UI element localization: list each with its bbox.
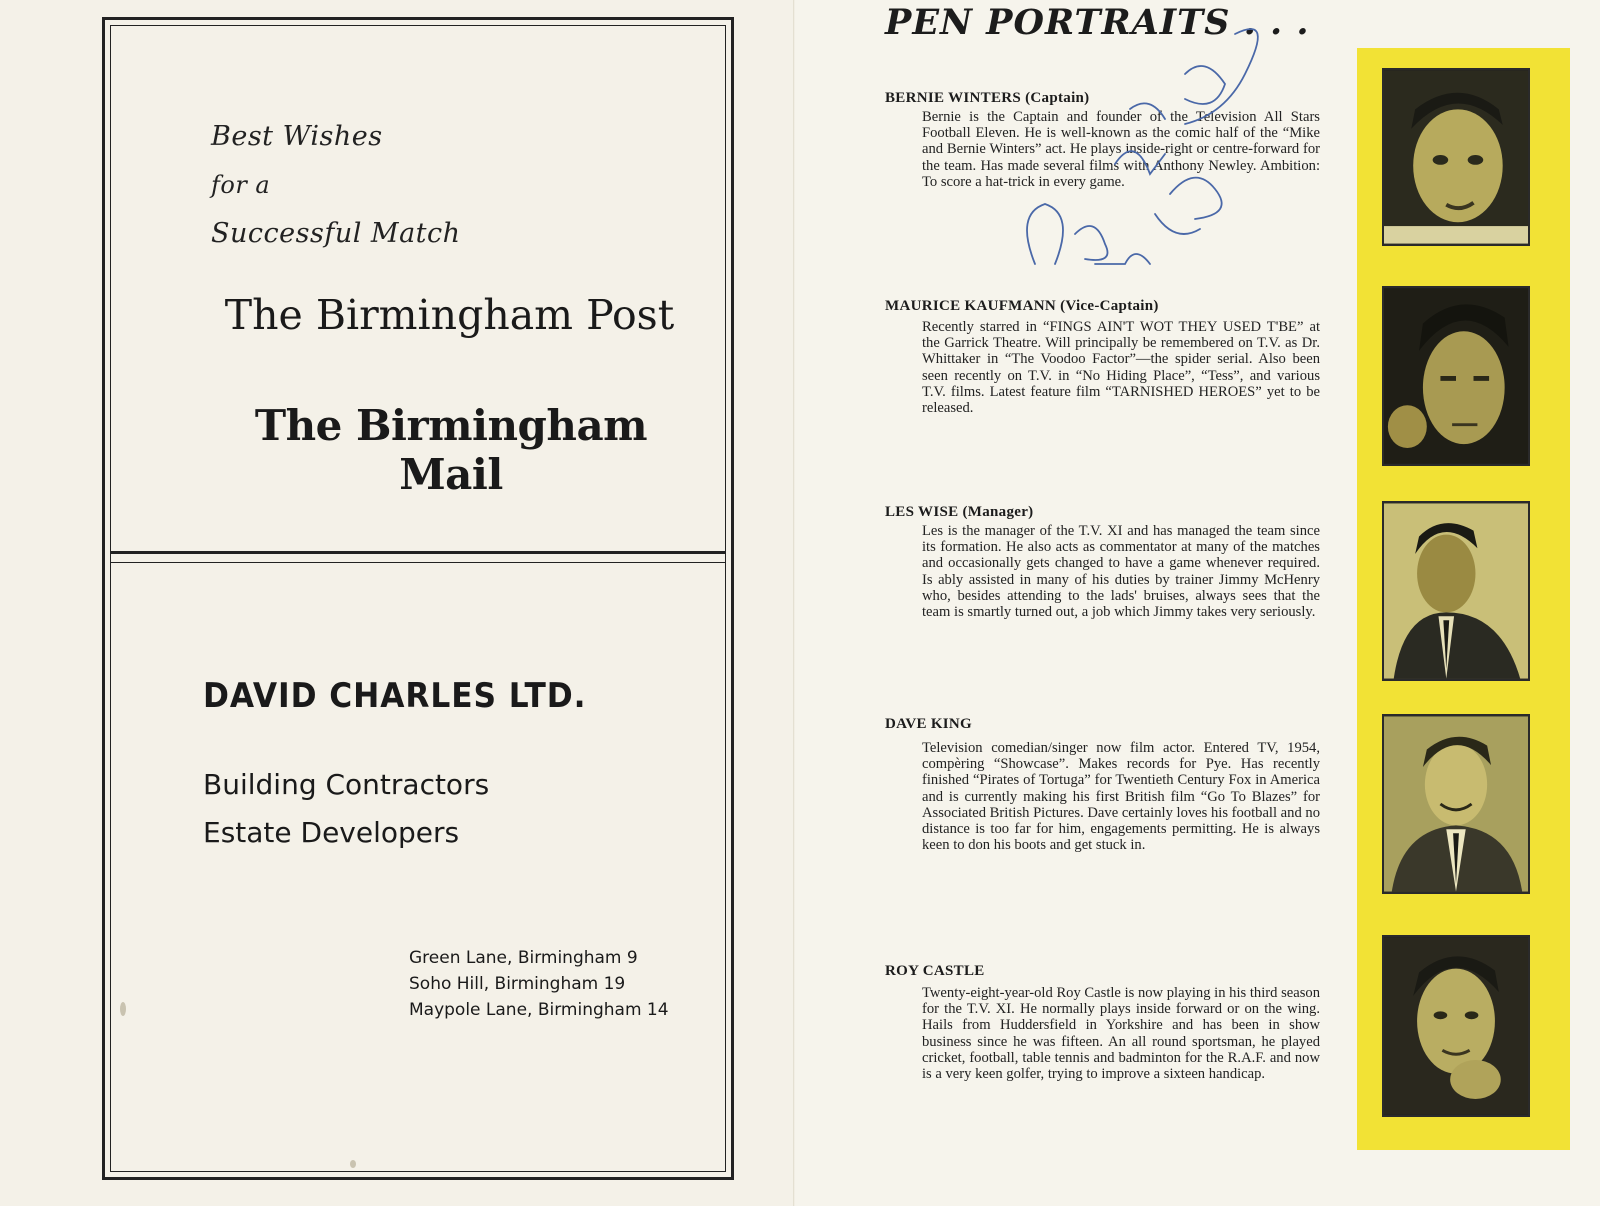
- entry-body-les-wise: Les is the manager of the T.V. XI and has managed the team since its formation. He also acts as commentator at many of the matches and occasionally gets changed to have a game whenever required. Is ably assisted in many of his duties by trainer Jimmy McHenry who, besides attending to the lads' bruises, always sees that the team is smartly turned out, a job which Jimmy takes very seriously.: [922, 523, 1320, 621]
- entry-body-dave-king: Television comedian/singer now film actor. Entered TV, 1954, compèring “Showcase”. Makes records for Pye. Has recently finished “Pirates of Tortuga” for Twentieth Century Fox in America and is currently making his first British film “Go To Blazes” for Associated British Pictures. Dave certainly loves his football and no distance is too far for him, engagements permitting. He is always keen to don his boots and get stuck in.: [922, 740, 1321, 854]
- service-estate: Estate Developers: [203, 816, 460, 849]
- paper-mark: [350, 1160, 356, 1168]
- autograph-signature: [935, 14, 1335, 294]
- advert-frame: [102, 17, 734, 1180]
- address-line-1: Green Lane, Birmingham 9: [409, 948, 638, 968]
- entry-body-roy-castle: Twenty-eight-year-old Roy Castle is now playing in his third season for the T.V. XI. He normally plays inside forward or on the wing. Hails from Huddersfield in Yorkshire and has been in show business since he was fifteen. An all round sportsman, he played cricket, football, table tennis and badminton for the R.A.F. and now is a very keen golfer, trying to improve a sixteen handicap.: [922, 985, 1320, 1083]
- entry-name-les-wise: LES WISE (Manager): [885, 504, 1034, 520]
- birmingham-post-title: The Birmingham Post: [224, 291, 675, 339]
- portrait-dave-king: [1382, 714, 1530, 894]
- portrait-roy-castle: [1382, 935, 1530, 1117]
- entry-body-bernie-winters: Bernie is the Captain and founder of the Television All Stars Football Eleven. He is well-known as the comic half of the “Mike and Bernie Winters” act. He plays inside-right or centre-forward for the team. Has made several films with Anthony Newley. Ambition: To score a hat-trick in every game.: [922, 109, 1320, 190]
- entry-name-roy-castle: ROY CASTLE: [885, 963, 985, 979]
- portrait-les-wise: [1382, 501, 1530, 681]
- entry-name-bernie-winters: BERNIE WINTERS (Captain): [885, 90, 1090, 106]
- portrait-maurice-kaufmann: [1382, 286, 1530, 466]
- advert-divider: [111, 551, 725, 563]
- greeting-line-3: Successful Match: [211, 218, 461, 249]
- entry-name-maurice-kaufmann: MAURICE KAUFMANN (Vice-Captain): [885, 298, 1159, 314]
- pen-portraits-title: PEN PORTRAITS . . .: [885, 2, 1310, 43]
- service-building: Building Contractors: [203, 768, 490, 801]
- advert-frame-inner: [110, 25, 726, 1172]
- portrait-bernie-winters: [1382, 68, 1530, 246]
- address-line-3: Maypole Lane, Birmingham 14: [409, 1000, 669, 1020]
- entry-name-dave-king: DAVE KING: [885, 716, 973, 732]
- company-name: DAVID CHARLES LTD.: [203, 676, 587, 716]
- right-page-pen-portraits: [795, 0, 1600, 1206]
- greeting-line-2: for a: [211, 171, 271, 199]
- address-line-2: Soho Hill, Birmingham 19: [409, 974, 626, 994]
- paper-mark: [120, 1002, 126, 1016]
- entry-body-maurice-kaufmann: Recently starred in “FINGS AIN'T WOT THEY USED T'BE” at the Garrick Theatre. Will principally be remembered on T.V. as Dr. Whittaker in “The Voodoo Factor”—the spider serial. Also been seen recently on T.V. in “No Hiding Place”, “Tess”, and various T.V. films. Latest feature film “TARNISHED HEROES” yet to be released.: [922, 319, 1320, 417]
- birmingham-mail-title: The Birmingham Mail: [254, 401, 648, 499]
- greeting-line-1: Best Wishes: [211, 121, 383, 152]
- left-page-advert: [0, 0, 795, 1206]
